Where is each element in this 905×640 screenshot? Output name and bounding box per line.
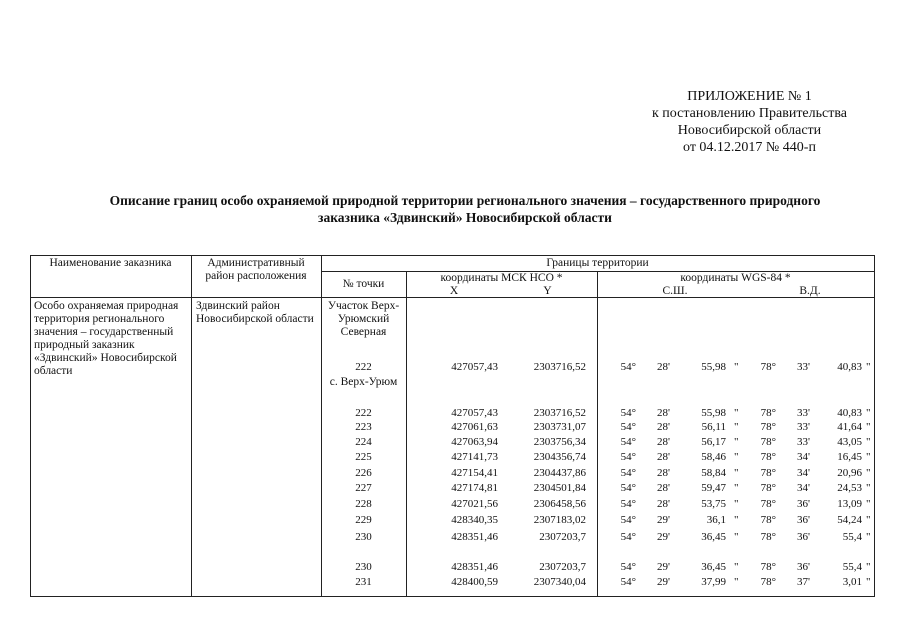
lat-minutes: 28'	[657, 482, 670, 494]
point-number: 230	[355, 531, 372, 543]
lon-seconds-mark: "	[866, 407, 871, 419]
point-number: 230	[355, 561, 372, 573]
lat-seconds: 36,45	[701, 531, 726, 543]
lat-seconds: 55,98	[701, 407, 726, 419]
title-line-1: Описание границ особо охраняемой природной территории регионального значения – государственного природного	[109, 193, 821, 208]
table-border-left	[30, 255, 31, 597]
lat-degrees: 54°	[620, 451, 636, 463]
lon-degrees: 78°	[760, 361, 776, 373]
lon-seconds-mark: "	[866, 561, 871, 573]
lat-seconds-mark: "	[734, 531, 739, 543]
lon-degrees: 78°	[760, 576, 776, 588]
lat-seconds: 56,11	[701, 421, 726, 433]
coord-y: 2307203,7	[539, 531, 586, 543]
lat-seconds-mark: "	[734, 361, 739, 373]
lon-seconds-mark: "	[866, 467, 871, 479]
coord-x: 427063,94	[451, 436, 498, 448]
lon-minutes: 36'	[797, 561, 810, 573]
lon-seconds: 40,83	[837, 407, 862, 419]
appendix-line-3: Новосибирской области	[677, 123, 822, 138]
header-district: Административный район расположения	[205, 257, 307, 282]
lon-seconds: 54,24	[837, 514, 862, 526]
lon-minutes: 34'	[797, 451, 810, 463]
coord-x: 427021,56	[451, 498, 498, 510]
lon-minutes: 34'	[797, 482, 810, 494]
point-number: 224	[355, 436, 372, 448]
coord-x: 428351,46	[451, 561, 498, 573]
coord-y: 2304437,86	[533, 467, 586, 479]
boundary-table	[30, 255, 875, 597]
settlement-label: с. Верх-Урюм	[329, 376, 398, 388]
lat-minutes: 29'	[657, 561, 670, 573]
point-number: 226	[355, 467, 372, 479]
lon-degrees: 78°	[760, 436, 776, 448]
lat-degrees: 54°	[620, 407, 636, 419]
lat-minutes: 28'	[657, 361, 670, 373]
lon-seconds: 3,01	[842, 576, 862, 588]
lat-degrees: 54°	[620, 514, 636, 526]
coord-x: 427174,81	[451, 482, 498, 494]
lat-minutes: 28'	[657, 436, 670, 448]
lat-seconds: 58,46	[701, 451, 726, 463]
table-divider	[191, 255, 192, 597]
header-lon: В.Д.	[799, 285, 821, 297]
lon-degrees: 78°	[760, 421, 776, 433]
table-border-bottom	[30, 596, 875, 597]
lat-seconds-mark: "	[734, 576, 739, 588]
coord-y: 2304501,84	[533, 482, 586, 494]
lon-minutes: 36'	[797, 531, 810, 543]
lon-minutes: 37'	[797, 576, 810, 588]
header-point-number: № точки	[342, 278, 385, 290]
lat-degrees: 54°	[620, 498, 636, 510]
lat-seconds-mark: "	[734, 467, 739, 479]
header-msk: координаты МСК НСО *	[440, 272, 563, 284]
coord-y: 2304356,74	[533, 451, 586, 463]
lon-seconds-mark: "	[866, 361, 871, 373]
coord-x: 428351,46	[451, 531, 498, 543]
point-number: 229	[355, 514, 372, 526]
lon-seconds-mark: "	[866, 514, 871, 526]
lon-degrees: 78°	[760, 407, 776, 419]
table-divider	[406, 271, 407, 597]
lat-minutes: 29'	[657, 514, 670, 526]
lat-degrees: 54°	[620, 421, 636, 433]
header-borders: Границы территории	[546, 257, 649, 269]
lat-seconds-mark: "	[734, 436, 739, 448]
table-border-top	[30, 255, 875, 256]
lat-degrees: 54°	[620, 576, 636, 588]
coord-y: 2303716,52	[533, 407, 586, 419]
reserve-name: Особо охраняемая природная территория регионального значения – государственный природный заказник «Здвинский» Новосибирской области	[34, 300, 179, 377]
lat-seconds-mark: "	[734, 514, 739, 526]
header-wgs: координаты WGS-84 *	[680, 272, 791, 284]
lon-seconds: 55,4	[842, 561, 862, 573]
appendix-header	[652, 88, 847, 156]
coord-y: 2307183,02	[533, 514, 586, 526]
lon-minutes: 36'	[797, 514, 810, 526]
lat-seconds: 55,98	[701, 361, 726, 373]
lat-degrees: 54°	[620, 467, 636, 479]
lat-degrees: 54°	[620, 482, 636, 494]
coord-x: 427057,43	[451, 407, 498, 419]
lon-degrees: 78°	[760, 467, 776, 479]
lon-degrees: 78°	[760, 561, 776, 573]
lat-degrees: 54°	[620, 436, 636, 448]
lat-minutes: 29'	[657, 531, 670, 543]
lon-minutes: 36'	[797, 498, 810, 510]
lon-seconds: 40,83	[837, 361, 862, 373]
header-lat: С.Ш.	[662, 285, 688, 297]
lat-minutes: 28'	[657, 407, 670, 419]
coord-y: 2303731,07	[533, 421, 586, 433]
lat-seconds-mark: "	[734, 498, 739, 510]
lon-seconds-mark: "	[866, 421, 871, 433]
appendix-title: ПРИЛОЖЕНИЕ № 1	[687, 89, 812, 104]
coord-y: 2307340,04	[533, 576, 586, 588]
header-name: Наименование заказника	[49, 257, 172, 269]
lon-seconds-mark: "	[866, 576, 871, 588]
point-number: 225	[355, 451, 372, 463]
lon-seconds: 55,4	[842, 531, 862, 543]
coord-y: 2307203,7	[539, 561, 586, 573]
section-label: Участок Верх-Урюмский Северная	[327, 300, 400, 338]
lat-minutes: 29'	[657, 576, 670, 588]
lon-degrees: 78°	[760, 531, 776, 543]
lat-seconds: 36,45	[701, 561, 726, 573]
lon-minutes: 33'	[797, 421, 810, 433]
header-y: Y	[543, 285, 552, 297]
coord-y: 2303716,52	[533, 361, 586, 373]
district-name: Здвинский район Новосибирской области	[196, 300, 314, 325]
lon-seconds: 43,05	[837, 436, 862, 448]
lat-seconds-mark: "	[734, 421, 739, 433]
lat-seconds: 59,47	[701, 482, 726, 494]
coord-y: 2306458,56	[533, 498, 586, 510]
coord-x: 427061,63	[451, 421, 498, 433]
coord-x: 427057,43	[451, 361, 498, 373]
point-number: 227	[355, 482, 372, 494]
coord-x: 428340,35	[451, 514, 498, 526]
lon-seconds-mark: "	[866, 436, 871, 448]
lat-seconds-mark: "	[734, 482, 739, 494]
coord-y: 2303756,34	[533, 436, 586, 448]
lat-minutes: 28'	[657, 451, 670, 463]
lon-seconds-mark: "	[866, 451, 871, 463]
lon-degrees: 78°	[760, 514, 776, 526]
table-divider	[597, 271, 598, 597]
lon-degrees: 78°	[760, 451, 776, 463]
lat-seconds-mark: "	[734, 451, 739, 463]
lat-degrees: 54°	[620, 361, 636, 373]
point-number: 228	[355, 498, 372, 510]
lon-seconds-mark: "	[866, 498, 871, 510]
point-number: 231	[355, 576, 372, 588]
lon-degrees: 78°	[760, 498, 776, 510]
lat-minutes: 28'	[657, 421, 670, 433]
lon-minutes: 34'	[797, 467, 810, 479]
point-number: 222	[355, 361, 372, 373]
lon-minutes: 33'	[797, 436, 810, 448]
appendix-date: от 04.12.2017 № 440-п	[683, 140, 816, 155]
lat-seconds: 58,84	[701, 467, 726, 479]
lon-seconds: 20,96	[837, 467, 862, 479]
coord-x: 427154,41	[451, 467, 498, 479]
lon-seconds: 13,09	[837, 498, 862, 510]
point-number: 223	[355, 421, 372, 433]
appendix-line-2: к постановлению Правительства	[651, 106, 847, 121]
lon-seconds: 41,64	[837, 421, 862, 433]
lon-seconds: 16,45	[837, 451, 862, 463]
lat-minutes: 28'	[657, 467, 670, 479]
title-line-2: заказника «Здвинский» Новосибирской области	[318, 210, 612, 225]
lat-seconds: 37,99	[701, 576, 726, 588]
lat-seconds: 53,75	[701, 498, 726, 510]
lon-minutes: 33'	[797, 361, 810, 373]
point-number: 222	[355, 407, 372, 419]
lat-minutes: 28'	[657, 498, 670, 510]
lon-seconds: 24,53	[837, 482, 862, 494]
lon-seconds-mark: "	[866, 531, 871, 543]
document-title	[40, 192, 890, 226]
lat-degrees: 54°	[620, 561, 636, 573]
coord-x: 427141,73	[451, 451, 498, 463]
coord-x: 428400,59	[451, 576, 498, 588]
lat-seconds-mark: "	[734, 561, 739, 573]
lat-seconds: 56,17	[701, 436, 726, 448]
lat-degrees: 54°	[620, 531, 636, 543]
lon-seconds-mark: "	[866, 482, 871, 494]
lon-minutes: 33'	[797, 407, 810, 419]
header-x: X	[449, 285, 459, 297]
lat-seconds: 36,1	[706, 514, 726, 526]
table-border-right	[874, 255, 875, 597]
lon-degrees: 78°	[760, 482, 776, 494]
lat-seconds-mark: "	[734, 407, 739, 419]
